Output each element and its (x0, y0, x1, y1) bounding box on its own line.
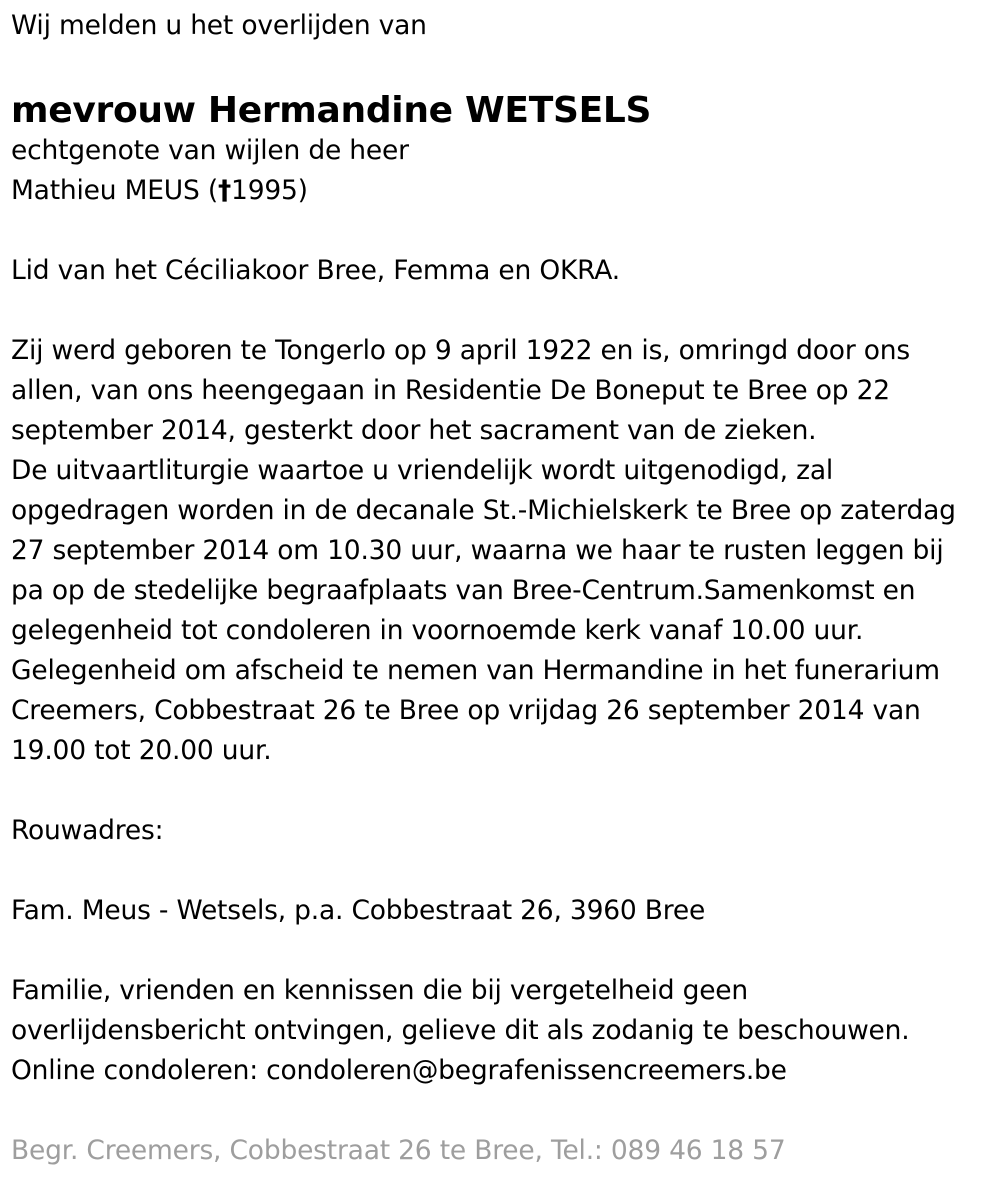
address-label: Rouwadres: (11, 815, 164, 846)
spouse-name-line (11, 171, 991, 211)
mourning-address: Fam. Meus - Wetsels, p.a. Cobbestraat 26, 3960 Bree (11, 895, 706, 926)
body-line: Creemers, Cobbestraat 26 te Bree op vrijdag 26 september 2014 van (11, 695, 921, 726)
spacer (11, 771, 991, 811)
spacer (11, 291, 991, 331)
spacer (11, 211, 991, 251)
spouse-death-year: 1995) (231, 175, 308, 206)
membership-text: Lid van het Céciliakoor Bree, Femma en OKRA. (11, 255, 620, 286)
closing-text (11, 971, 991, 1091)
funeral-home-footer: Begr. Creemers, Cobbestraat 26 te Bree, Tel.: 089 46 18 57 (11, 1135, 786, 1166)
deceased-name: mevrouw Hermandine WETSELS (11, 90, 652, 131)
body-line: allen, van ons heengegaan in Residentie De Boneput te Bree op 22 (11, 375, 890, 406)
spacer (11, 931, 991, 971)
spouse-name: Mathieu MEUS ( (11, 175, 218, 206)
intro-text: Wij melden u het overlijden van (11, 10, 427, 41)
death-notice (11, 0, 991, 1171)
spacer (11, 1091, 991, 1131)
spacer (11, 851, 991, 891)
notice-body (11, 331, 991, 771)
body-line: september 2014, gesterkt door het sacrament van de zieken. (11, 415, 817, 446)
body-line: opgedragen worden in de decanale St.-Michielskerk te Bree op zaterdag (11, 495, 956, 526)
body-line: 19.00 tot 20.00 uur. (11, 735, 272, 766)
body-line: De uitvaartliturgie waartoe u vriendelijk wordt uitgenodigd, zal (11, 455, 834, 486)
closing-line: Familie, vrienden en kennissen die bij vergetelheid geen (11, 975, 749, 1006)
body-line: Gelegenheid om afscheid te nemen van Hermandine in het funerarium (11, 655, 940, 686)
body-line: gelegenheid tot condoleren in voornoemde kerk vanaf 10.00 uur. (11, 615, 864, 646)
cross-icon: † (217, 175, 232, 206)
body-line: 27 september 2014 om 10.30 uur, waarna we haar te rusten leggen bij (11, 535, 944, 566)
condolence-email-line: Online condoleren: condoleren@begrafenissencreemers.be (11, 1055, 787, 1086)
body-line: Zij werd geboren te Tongerlo op 9 april 1922 en is, omringd door ons (11, 335, 910, 366)
body-line: pa op de stedelijke begraafplaats van Bree-Centrum.Samenkomst en (11, 575, 916, 606)
closing-line: overlijdensbericht ontvingen, gelieve dit als zodanig te beschouwen. (11, 1015, 910, 1046)
spouse-description: echtgenote van wijlen de heer (11, 135, 409, 166)
